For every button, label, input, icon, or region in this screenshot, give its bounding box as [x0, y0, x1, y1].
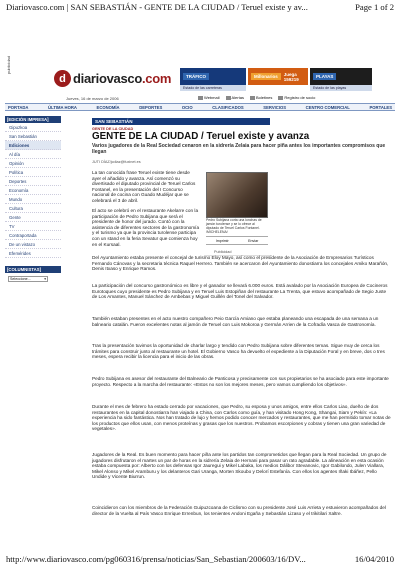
sidebar-heading: [EDICIÓN IMPRESA]	[5, 116, 61, 123]
article-paragraph: También estaban presentes en el acto nuestro compañero Peio García Amiano que estaba planeando una escapada de una semana a un balneario catalán. Fueron excelentes notas al jamón de Teruel con Luis Mokoroa y Germán Arrien de la Cofradía Vasca de Gastronomía.	[92, 316, 379, 327]
sidebar-item[interactable]: TV	[5, 222, 61, 231]
article-byline[interactable]: JUTI DÍAZ/jcdiaz@fuxinet.es	[92, 160, 141, 164]
logo-name: diariovasco	[73, 71, 142, 86]
promo-millonarios[interactable]	[248, 68, 308, 85]
columnists-heading: [COLUMNISTAS]	[5, 266, 61, 273]
nav-economia[interactable]: ECONOMÍA	[96, 104, 120, 110]
nav-portales[interactable]: PORTALES	[369, 104, 392, 110]
user-icon	[278, 96, 283, 100]
promo-tag: Millonarios	[251, 73, 281, 80]
advert-label: publicidad	[6, 56, 11, 75]
sidebar-item[interactable]: Gipuzkoa	[5, 123, 61, 132]
page-number: Page 1 of 2	[355, 2, 394, 12]
article-paragraph: Pedro Subijana es asesor del restaurante del Balneario de Panticosa y precisamente con sus propietarios se ha asociado para este importante proyecto. Respecto a la marcha del restaurante: «Estos no son los mejores meses, pero vamos cumpliendo los objetivos».	[92, 376, 389, 387]
promo-playas[interactable]	[310, 68, 372, 85]
logo-suffix: .com	[141, 71, 172, 86]
nav-servicios[interactable]: SERVICIOS	[263, 104, 287, 110]
section-tag: SAN SEBASTIÁN	[92, 118, 270, 125]
article-paragraph: La participación del concurso gastronómico es libre y el ganador se llevará 6.000 euros. Está avalado por la Asociación Europea de Cocineros Eurotoques cuyo presidente es Pedro Subijana y en Teruel Luis Estopiñan del restaurante La Trenta, que estuvo acompañado de Segio Juste de Los Amantes, Manuel Sánchez de Ambebas y Miguel Guillén del Tonel del Salvador.	[92, 283, 388, 300]
article-paragraph: La tan conocida frase Teruel existe tiene desde ayer el añadido y avanza. Así comenzó su divertisado el diputado provincial de Teruel Carlos Fontanel, en la presentación del I Concurso nacional de cocina con Guado Mudéjar que se celebrará el 3 de abril.	[92, 170, 196, 203]
mail-icon	[198, 96, 203, 100]
sidebar-item[interactable]: Mundo	[5, 195, 61, 204]
article-paragraph: Durante el mes de febrero ha estado cerrado por vacaciones, que Pedro, su esposa y unos amigos, entre ellos Carlos Liao, dueño de dos restaurantes en la capital donostiarra han viajado a China, con Carlos como guía, y han visitado Hong Kong, Shangai, Siam y Pekín: «La experiencia ha sido fantástica. Nos han tratado de lujo y hemos podido conocer mercados y restaurantes, que me han permitido tomar notas de los productos que ellos usan, con menos proteínas y grasas que los nuestros. Probamos escorpiones y cobras y tienen una gran variedad de vegetales».	[92, 404, 391, 432]
sidebar-item[interactable]: De un vistazo	[5, 240, 61, 249]
article-paragraph: Del Ayuntamiento estaba presente el concejal de turismo Eloy Mayo, así como el presidente de la Asociación de Empresarios Turísticos Fernando Cánovas y la secretaria técnica Raquel Herrero. También se acercaron del Ayuntamiento donostiarra los concejales Amiko Marañón, Denis Itxaso y Enrique Ramos.	[92, 255, 389, 272]
sidebar-item[interactable]: Política	[5, 168, 61, 177]
promo-tag: PLAYAS	[313, 73, 336, 80]
article-subtitle: Varios jugadores de la Real Sociedad cenaron en la sidrería Zelaia para hacer piña antes los importantes compromisos que llegan	[92, 143, 386, 155]
article-photo	[206, 172, 268, 218]
article-paragraph: Jugadores de la Real. Es buen momento para hacer piña ante los partidos tan comprometidos que llegan para la Real Sociedad. Un grupo de jugadores disfrutaron el martes un par de horas en la sidrería Zelaia de Hernani para pasar un rato agradable. La alineación en esta ocasión estaba compuesta por: Alberto con los defensas Igor Jauregui y Mikel Labaka, los medios Dálibor Stevanovic, Igor Gabilondo, Julen Viallara, Mikel Alonso y Mikel Aramburu y los delanteros Gari Uranga, Morten Skoubo y Delorí Estefanía. Con ellos los agentes Iñaki Ibáñez, Pello Undide y Vicente Biurrun.	[92, 452, 387, 480]
promo-trafico-sub[interactable]: Estado de las carreteras	[180, 85, 246, 91]
promo-playas-sub[interactable]: Estado de las playas	[310, 85, 372, 91]
newsletter-icon	[250, 96, 255, 100]
nav-portada[interactable]: PORTADA	[8, 104, 29, 110]
article-tools	[206, 236, 268, 245]
promo-text: Juega 159219	[283, 71, 299, 82]
sidebar-item[interactable]: Al día	[5, 150, 61, 159]
article-paragraph: El acto se celebró en el restaurante Akelarre con la participación de Pedro Subijana que será el presidente de honor del jurado. Contó con la asistencia de diferentes sectores de la gastronomía y el turismo ya que la provincia turolense participa con un stand en la feria Sevatur que comienza hoy en el Kursaal.	[92, 208, 200, 247]
photo-caption: Pedro Subijana corta una lonchas de jamón turolense y se lo ofrece al diputado de Teruel Carlos Fontanel. /MICHELENA/	[206, 218, 262, 234]
page-title: Diariovasco.com | SAN SEBASTIÁN - GENTE DE LA CIUDAD / Teruel existe y av...	[6, 2, 308, 12]
util-alertas[interactable]: Alertas	[226, 95, 244, 100]
util-webmail[interactable]: Webmail	[198, 95, 220, 100]
sidebar-item[interactable]: Efemérides	[5, 249, 61, 258]
chevron-down-icon: ▾	[44, 277, 46, 281]
current-date: Jueves, 16 de marzo de 2006	[66, 96, 119, 101]
article-paragraph: Tras la presentación tuvimos la oportunidad de charlar largo y tendido con Pedro Subijana sobre diferentes temas. Sigue muy de cerca los trámites para construir junto al restaurante un hotel. El Gobierno Vasco ha devuelto el expediente a la Diputación Foral y en breve, dos o tres meses, espera recibir la licencia para el inicio de las obras.	[92, 343, 385, 360]
promo-trafico[interactable]	[180, 68, 246, 85]
nav-centro-comercial[interactable]: CENTRO COMERCIAL	[305, 104, 350, 110]
main-nav	[5, 103, 395, 111]
print-header	[6, 2, 394, 12]
utility-links	[198, 95, 315, 100]
send-button[interactable]: Enviar	[248, 238, 259, 243]
print-footer	[6, 554, 394, 564]
sidebar	[5, 116, 61, 282]
select-value: Seleccione...	[10, 277, 31, 281]
nav-deportes[interactable]: DEPORTES	[139, 104, 163, 110]
sidebar-item[interactable]: Opinión	[5, 159, 61, 168]
site-logo[interactable]	[54, 70, 171, 87]
sidebar-item-selected[interactable]: Ediciones	[5, 141, 61, 150]
sidebar-item[interactable]: Economía	[5, 186, 61, 195]
article-rubric: GENTE DE LA CIUDAD	[92, 127, 134, 131]
sidebar-item[interactable]: Gente	[5, 213, 61, 222]
sidebar-item[interactable]: Contraportada	[5, 231, 61, 240]
nav-ultima-hora[interactable]: ÚLTIMA HORA	[48, 104, 77, 110]
promo-tag: TRÁFICO	[183, 73, 209, 80]
nav-ocio[interactable]: OCIO	[181, 104, 193, 110]
page-url: http://www.diariovasco.com/pg060316/prensa/noticias/San_Sebastian/200603/16/DV...	[6, 554, 306, 564]
util-boletines[interactable]: Boletines	[250, 95, 272, 100]
nav-clasificados[interactable]: CLASIFICADOS	[212, 104, 244, 110]
sidebar-item[interactable]: Deportes	[5, 177, 61, 186]
print-button[interactable]: Imprimir	[215, 238, 229, 243]
logo-mark: d	[54, 70, 71, 87]
article-title: GENTE DE LA CIUDAD / Teruel existe y avanza	[92, 131, 310, 142]
print-date: 16/04/2010	[354, 554, 394, 564]
alert-icon	[226, 96, 231, 100]
publicidad-label: Publicidad	[214, 250, 232, 254]
util-registro[interactable]: Registro de socio	[278, 95, 315, 100]
article-paragraph: Coincidieron con los miembros de la Federación Guipuzcoana de Ciclismo con su presidente José Luis Arrieta y estuvieron acompañados del director de la Vuelta al País Vasco Enrique Errenbun, los tenientes Andoni Egaña y Sebastián Lizaso y el trikitilari Xaltre.	[92, 505, 386, 516]
sidebar-item[interactable]: San Sebastián	[5, 132, 61, 141]
sidebar-item[interactable]: Cultura	[5, 204, 61, 213]
columnists-select[interactable]	[8, 276, 48, 282]
